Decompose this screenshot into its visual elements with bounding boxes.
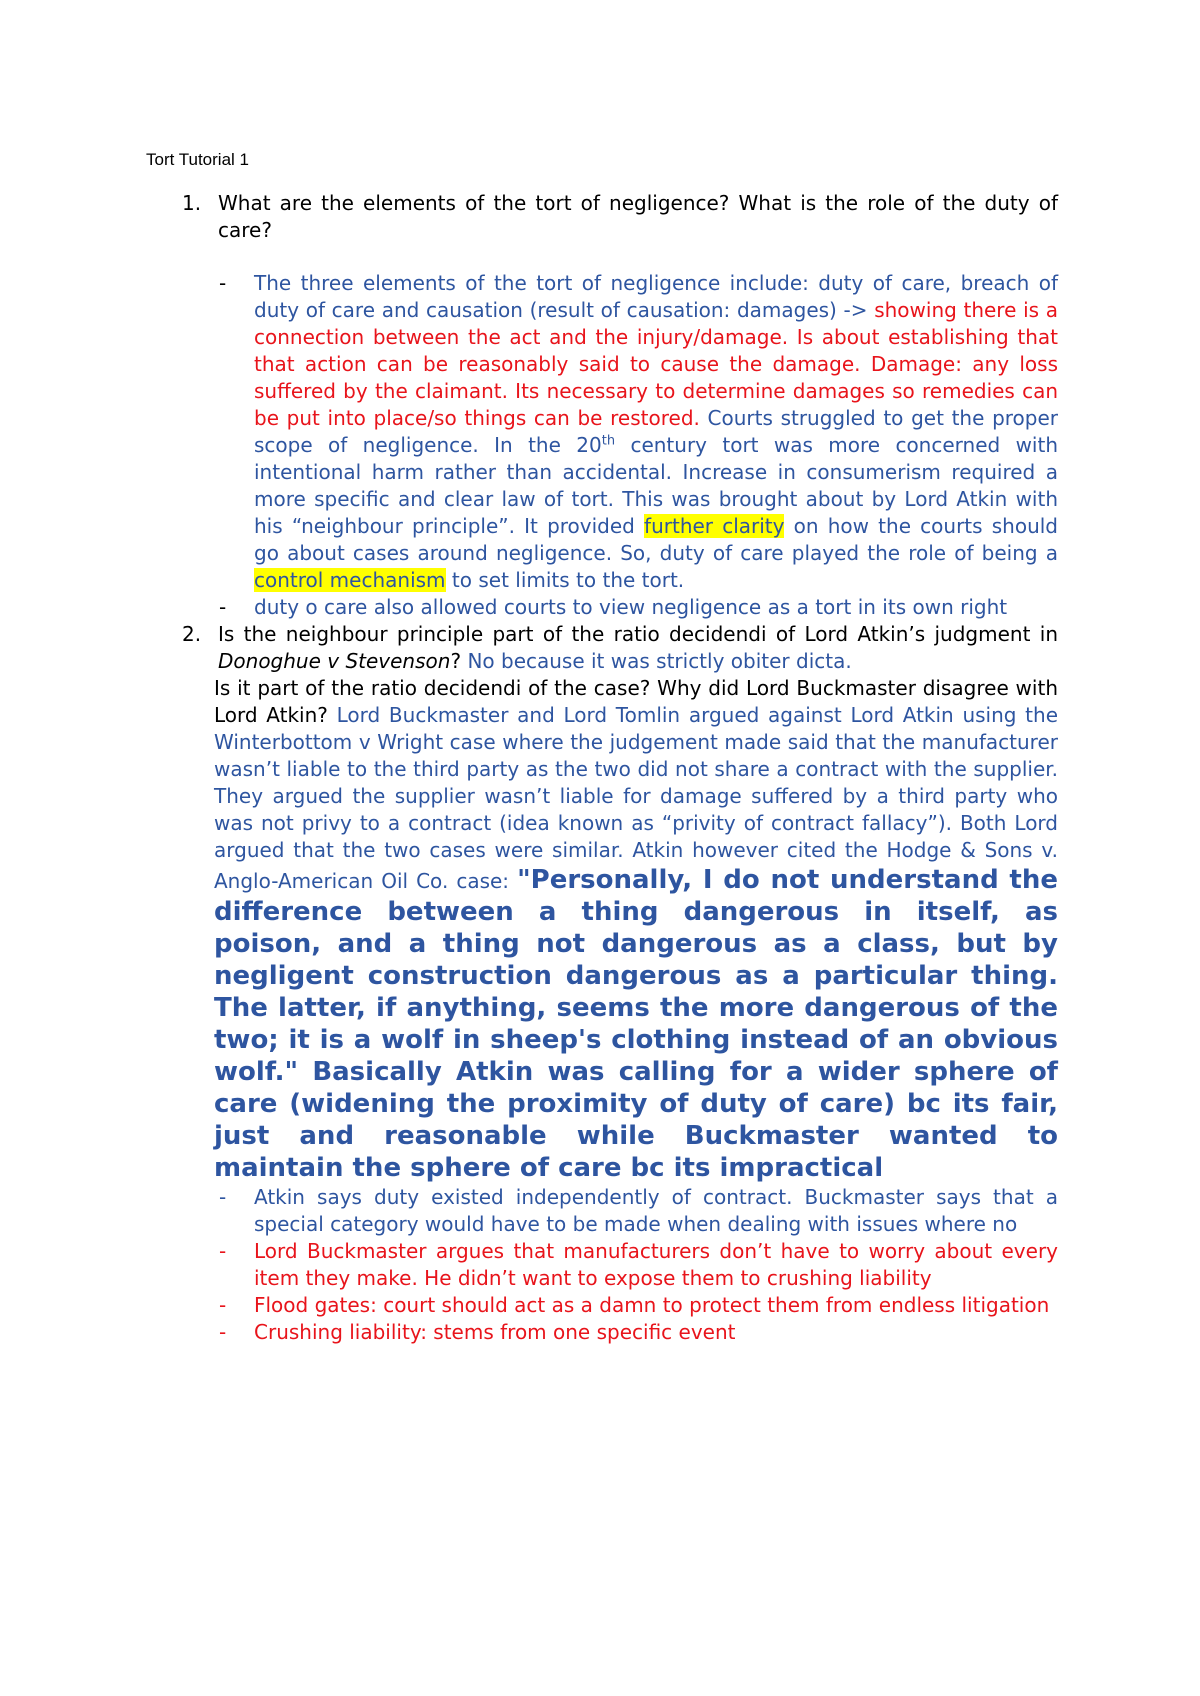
q1-bullet-1-blue-d: on how the courts should go about cases around negligence. So, duty of care played the role of being a <box>254 514 1059 565</box>
q1-bullet-1 <box>146 270 1058 594</box>
question-2-text-a: Is the neighbour principle part of the ratio decidendi of Lord Atkin’s judgment in <box>218 622 1058 646</box>
question-1-text: What are the elements of the tort of negligence? What is the role of the duty of care? <box>218 191 1058 242</box>
q2-bullet-text: Lord Buckmaster argues that manufacturers don’t have to worry about every item they make. He didn’t want to expose them to crushing liability <box>254 1239 1058 1290</box>
q2-bullet-text: Flood gates: court should act as a damn to protect them from endless litigation <box>254 1293 1050 1317</box>
bullet-dash: - <box>219 1239 227 1263</box>
question-1-number: 1. <box>182 191 202 215</box>
q1-bullet-2-text: duty o care also allowed courts to view negligence as a tort in its own right <box>254 595 1008 619</box>
q2-bullet <box>146 1238 1058 1292</box>
q2-bullet-text: Atkin says duty existed independently of contract. Buckmaster says that a special category would have to be made when dealing with issues where no <box>254 1185 1058 1236</box>
question-1 <box>146 190 1058 244</box>
spacer <box>146 244 1058 270</box>
document-title: Tort Tutorial 1 <box>146 150 249 169</box>
document-body <box>146 190 1058 1346</box>
q1-bullet-1-sup: th <box>601 433 616 449</box>
q1-bullet-1-blue-c: century tort was more concerned with intentional harm rather than accidental. Increase in consumerism required a more specific and clear law of tort. This was brought about by Lord Atkin with his “neighbour principle”. It provided <box>254 433 1058 538</box>
q2-bullet <box>146 1319 1058 1346</box>
question-2-para-blue: Lord Buckmaster and Lord Tomlin argued against Lord Atkin using the Winterbottom v Wright case where the judgement made said that the manufacturer wasn’t liable to the third party as the two did not share a contract with the supplier. They argued the supplier wasn’t liable for damage suffered by a third party who was not privy to a contract (idea known as “privity of contract fallacy”). Both Lord argued that the two cases were similar. Atkin however cited the Hodge & Sons v. Anglo-American Oil Co. case: <box>214 703 1058 893</box>
question-2-text-b: ? <box>450 649 468 673</box>
question-2-quote: "Personally, I do not understand the difference between a thing dangerous in itself, as poison, and a thing not dangerous as a class, but by negligent construction dangerous as a particular thing. The latter, if anything, seems the more dangerous of the two; it is a wolf in sheep's clothing instead of an obvious wolf." Basically Atkin was calling for a wider sphere of care (widening the proximity of duty of care) bc its fair, just and reasonable while Buckmaster wanted to maintain the sphere of care bc its impractical <box>214 865 1058 1183</box>
case-name: Donoghue v Stevenson <box>218 649 451 673</box>
q1-bullet-1-blue-e: to set limits to the tort. <box>445 568 685 592</box>
question-2-paragraph <box>146 675 1058 1184</box>
question-2-answer: No because it was strictly obiter dicta. <box>467 649 852 673</box>
q2-bullet-list <box>146 1184 1058 1346</box>
highlight-further-clarity: further clarity <box>644 514 785 538</box>
question-2 <box>146 621 1058 675</box>
q1-bullet-1-blue-a: The three elements of the tort of negligence include: duty of care, breach of duty of care and causation (result of causation: damages) -> <box>254 271 1058 322</box>
bullet-dash: - <box>219 595 227 619</box>
q1-bullet-1-red-a: showing there is a connection between the act and the injury/damage. Is about establishing that that action can be reasonably said to cause the damage. Damage: any loss suffered by the claimant. Its necessary to determine damages so remedies can be put into place/so things can be restored. <box>254 298 1058 430</box>
highlight-control-mechanism: control mechanism <box>254 568 446 592</box>
question-2-number: 2. <box>182 622 202 646</box>
question-2-para-question: Is it part of the ratio decidendi of the case? Why did Lord Buckmaster disagree with Lord Atkin? <box>214 676 1058 727</box>
bullet-dash: - <box>219 271 227 295</box>
bullet-dash: - <box>219 1320 227 1344</box>
q1-bullet-1-blue-b: Courts struggled to get the proper scope of negligence. In the 20 <box>254 406 1059 457</box>
q2-bullet <box>146 1292 1058 1319</box>
q1-bullet-2 <box>146 594 1058 621</box>
q2-bullet-text: Crushing liability: stems from one specific event <box>254 1320 736 1344</box>
bullet-dash: - <box>219 1293 227 1317</box>
q2-bullet <box>146 1184 1058 1238</box>
bullet-dash: - <box>219 1185 227 1209</box>
